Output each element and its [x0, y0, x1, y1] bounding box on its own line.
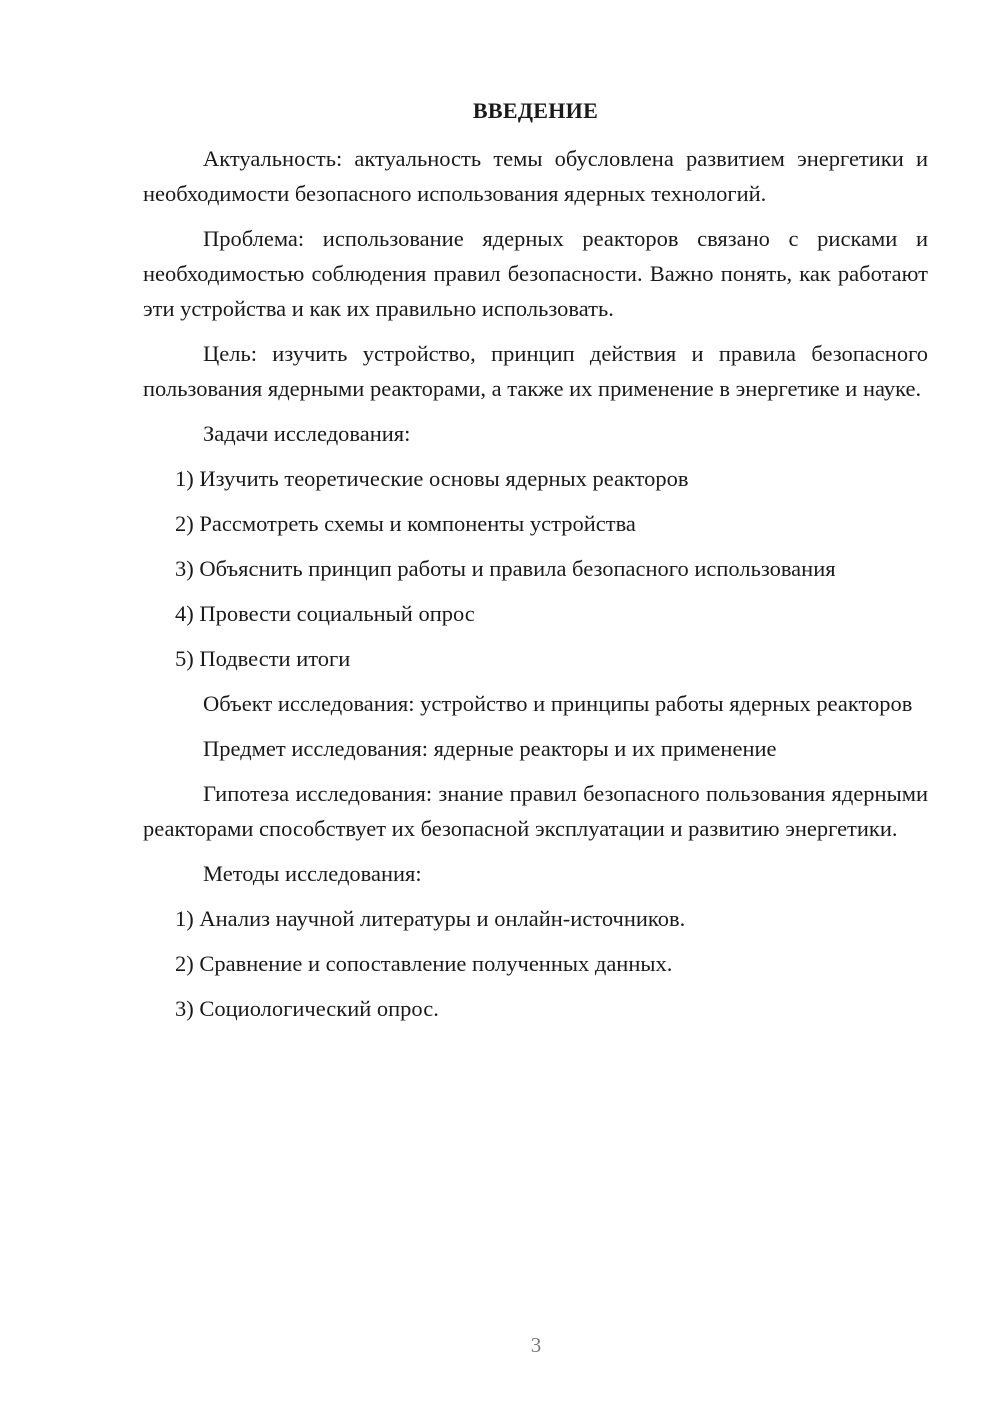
task-item: 3) Объяснить принцип работы и правила безопасного использования [175, 556, 836, 581]
task-item: 1) Изучить теоретические основы ядерных реакторов [175, 466, 689, 491]
object-paragraph: Объект исследования: устройство и принципы работы ядерных реакторов [203, 691, 913, 716]
method-item: 3) Социологический опрос. [175, 996, 439, 1021]
section-title: ВВЕДЕНИЕ [472, 98, 599, 123]
hypothesis-paragraph: Гипотеза исследования: знание правил безопасного пользования ядерными реакторами способствует их безопасной эксплуатации и развитию энергетики. [143, 781, 928, 841]
goal-paragraph: Цель: изучить устройство, принцип действия и правила безопасного пользования ядерными реакторами, а также их применение в энергетике и науке. [143, 341, 928, 401]
page-content [143, 95, 928, 1036]
method-item: 2) Сравнение и сопоставление полученных данных. [175, 951, 673, 976]
task-item: 4) Провести социальный опрос [175, 601, 475, 626]
methods-heading: Методы исследования: [203, 861, 422, 886]
method-item: 1) Анализ научной литературы и онлайн-источников. [175, 906, 686, 931]
task-item: 5) Подвести итоги [175, 646, 351, 671]
methods-list [143, 901, 928, 1026]
subject-paragraph: Предмет исследования: ядерные реакторы и их применение [203, 736, 777, 761]
tasks-heading: Задачи исследования: [203, 421, 411, 446]
task-item: 2) Рассмотреть схемы и компоненты устройства [175, 511, 636, 536]
page-number: 3 [530, 1333, 542, 1357]
problem-paragraph: Проблема: использование ядерных реакторов связано с рисками и необходимостью соблюдения правил безопасности. Важно понять, как работают эти устройства и как их правильно использовать. [143, 226, 928, 321]
relevance-paragraph: Актуальность: актуальность темы обусловлена развитием энергетики и необходимости безопасного использования ядерных технологий. [143, 146, 928, 206]
tasks-list [143, 461, 928, 676]
